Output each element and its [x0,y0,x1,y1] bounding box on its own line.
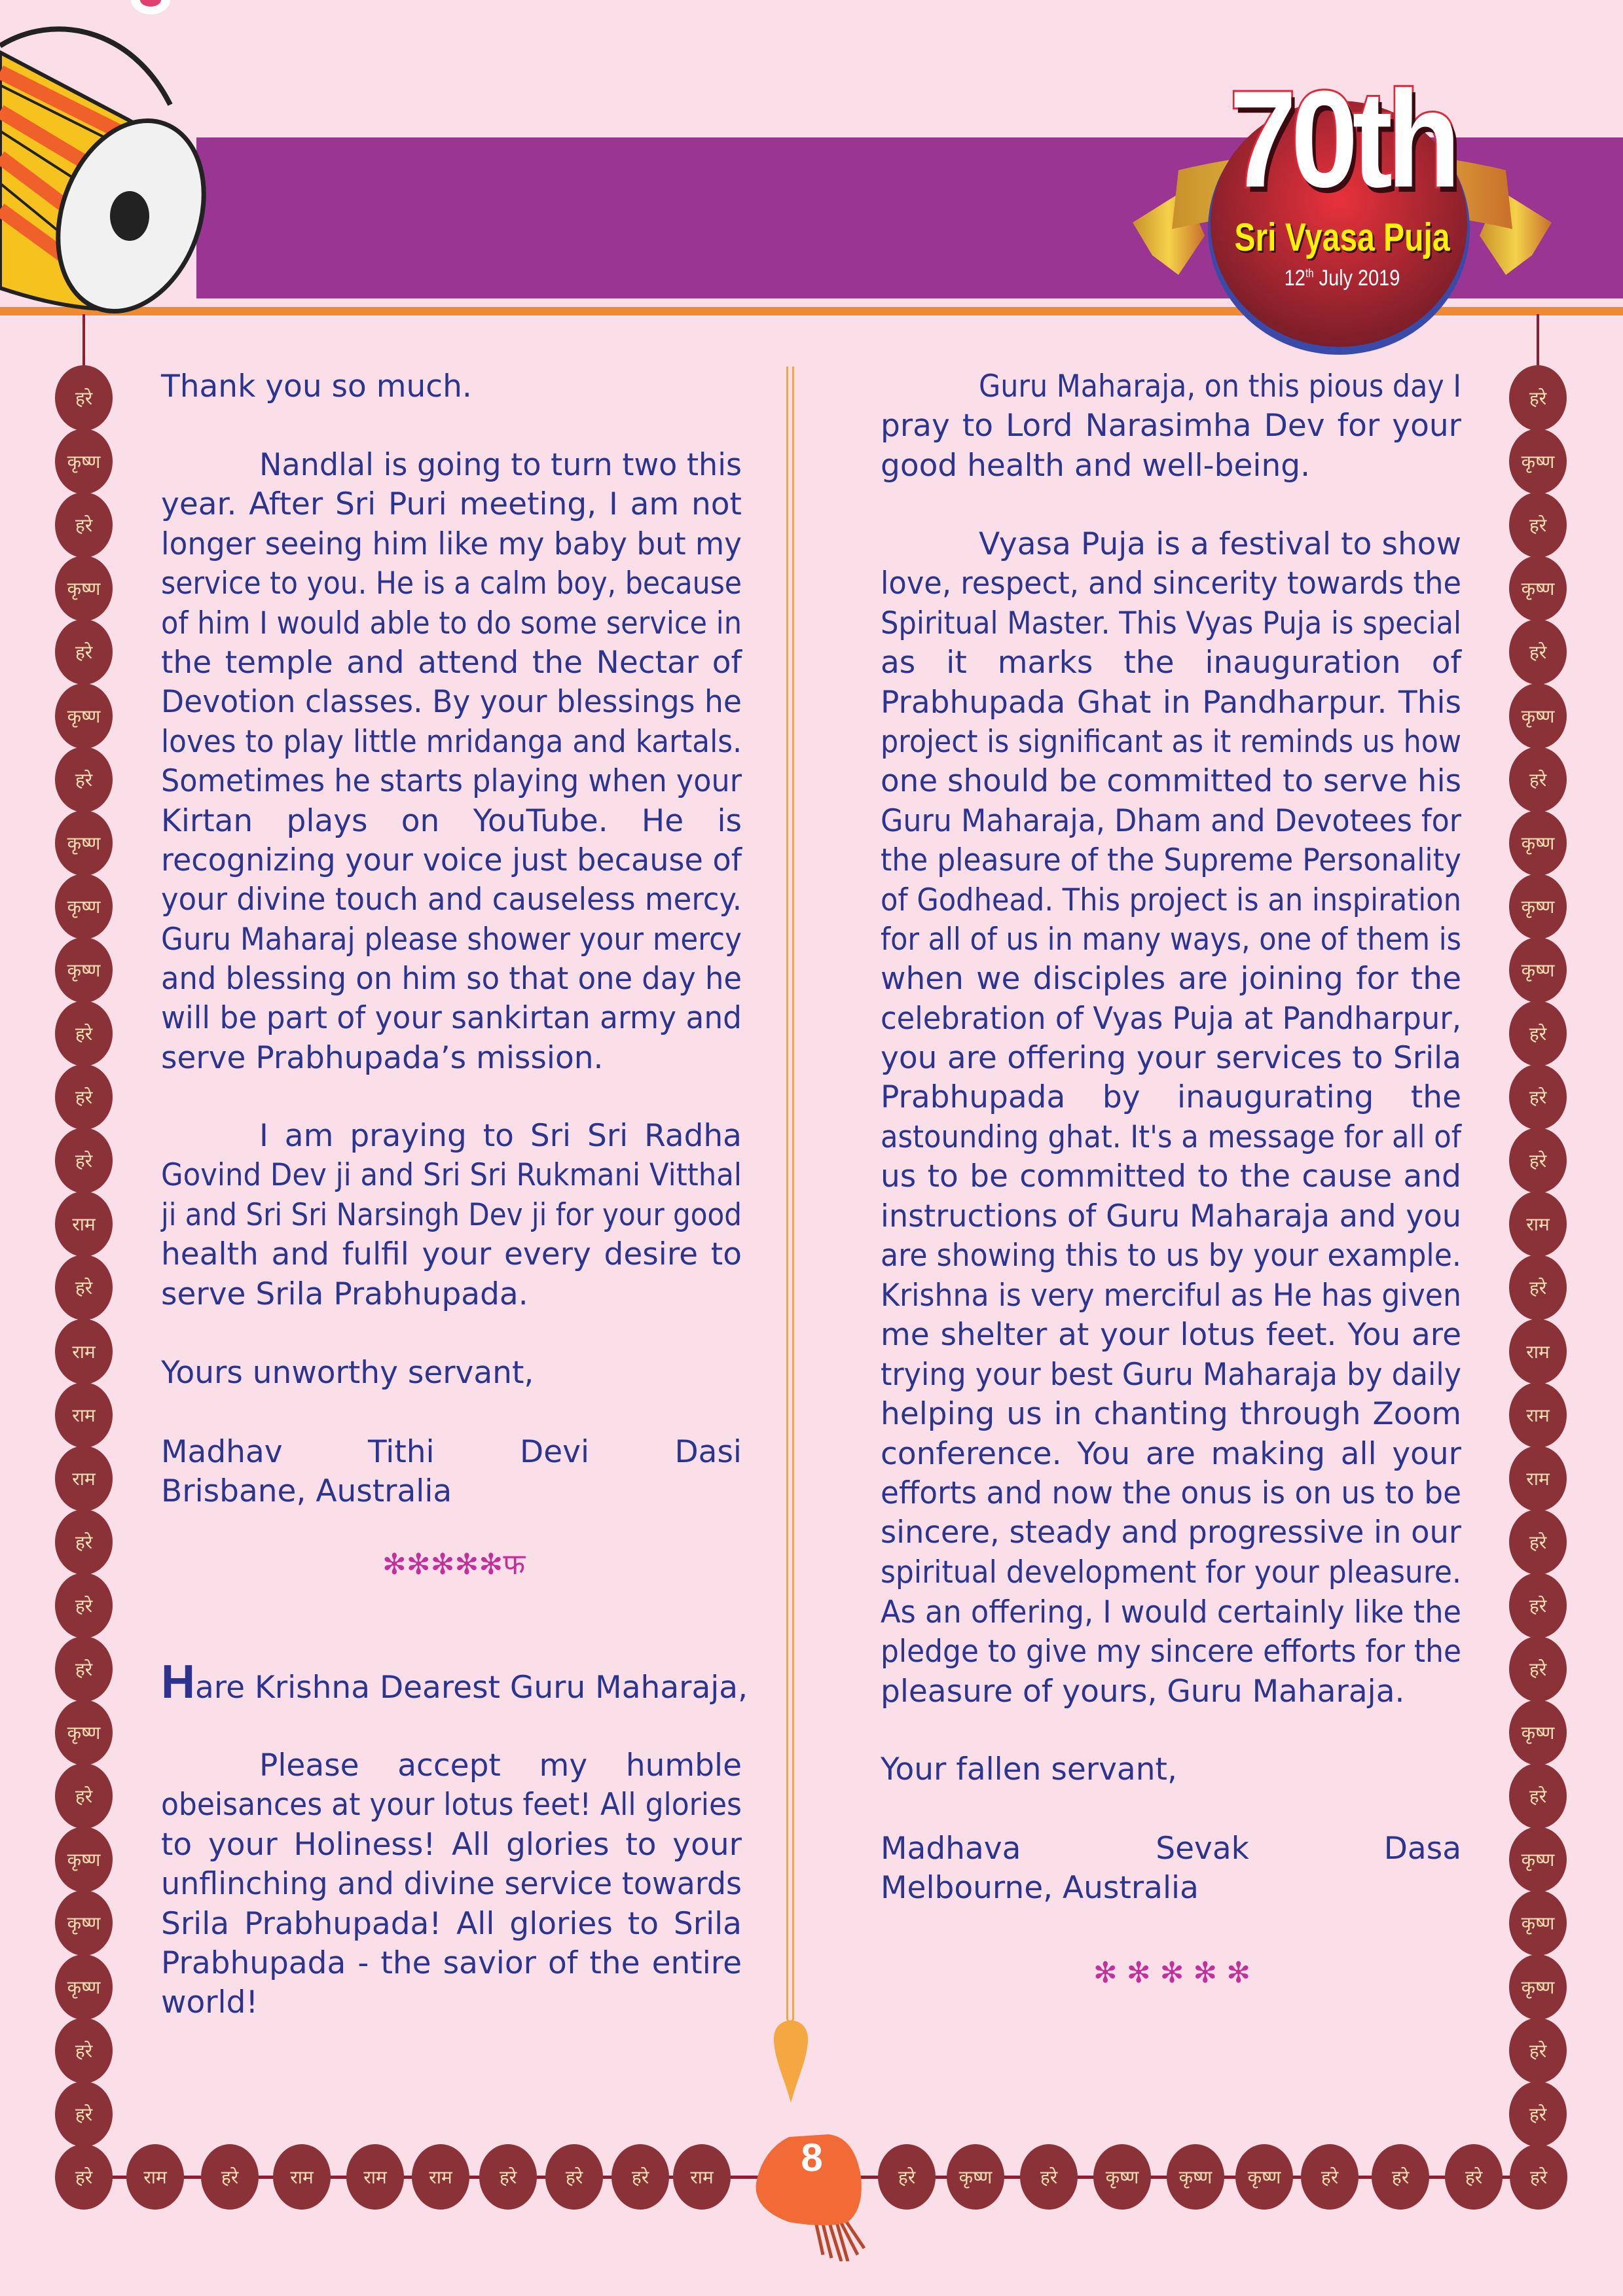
mala-bead: हरे [1509,619,1567,685]
text-line [881,1672,1461,1712]
text-line [161,525,742,564]
text-line [161,1275,742,1314]
text-line-content: Prabhupada Ghat in Pandharpur. This [881,684,1461,721]
badge-date [1142,264,1542,292]
text-line [881,1355,1461,1395]
mala-bead: हरे [1301,2144,1359,2210]
text-line [161,1865,742,1904]
text-line-content: will be part of your sankirtan army and [161,1000,742,1037]
text-line-content: serve Srila Prabhupada. [161,1276,528,1312]
mala-bead: कृष्ण [1093,2144,1151,2210]
text-line-content: when we disciples are joining for the [881,961,1461,997]
text-line-content: health and fulfil your every desire to [161,1236,742,1273]
text-line [161,1785,742,1825]
text-line-content: good health and well-being. [881,447,1311,484]
text-line [161,1156,742,1195]
text-line-content: pray to Lord Narasimha Dev for your [881,408,1461,444]
mala-bead: राम [126,2144,184,2210]
greeting-initial: H [161,1656,195,1708]
text-line-content: pledge to give my sincere efforts for the [881,1634,1461,1670]
mala-bead: हरे [1509,2081,1567,2147]
mala-bead: हरे [55,492,113,558]
text-line [881,1474,1461,1513]
mala-bead: कृष्ण [55,1954,113,2020]
text-line [881,1197,1461,1236]
text-line [881,1039,1461,1078]
mala-bead: हरे [55,1636,113,1702]
text-line-content: obeisances at your lotus feet! All glories [161,1787,742,1823]
left-closing [161,1354,742,1393]
mala-bead: हरे [55,2081,113,2147]
left-paragraph-praying [161,1117,742,1314]
badge-anniversary: 70th [1229,62,1455,216]
mala-bead: कृष्ण [1509,937,1567,1003]
text-line [161,643,742,683]
left-signature [161,1433,742,1512]
mala-bead: कृष्ण [55,1700,113,1765]
text-line [161,1825,742,1865]
text-line [881,564,1461,603]
text-line [881,367,1461,406]
text-line [161,1039,742,1078]
mala-bead: कृष्ण [1509,1954,1567,2020]
text-line [881,1435,1461,1474]
text-line-content: ji and Sri Sri Narsingh Dev ji for your good [161,1196,742,1233]
text-line [161,1354,742,1393]
text-line [881,1078,1461,1117]
text-line [161,1472,742,1511]
text-line-content: Vyasa Puja is a festival to show [979,526,1461,562]
left-paragraph-nandlal [161,446,742,1078]
mala-bead: हरे [55,1763,113,1829]
text-line [881,723,1461,762]
mala-bead: कृष्ण [1509,429,1567,494]
text-line [161,367,742,406]
text-line-content: Spiritual Master. This Vyas Puja is special [881,605,1461,641]
text-line-content: astounding ghat. It's a message for all of [881,1119,1461,1155]
right-paragraph-prayer [881,367,1461,486]
text-line [161,1944,742,1983]
text-line [881,762,1461,801]
text-line-content: Guru Maharaja, on this pious day I [979,368,1461,404]
mala-bead: कृष्ण [55,1890,113,1956]
text-line [881,999,1461,1039]
text-line [161,1433,742,1472]
text-line [161,485,742,524]
text-line [881,1395,1461,1434]
text-line-content: Madhav Tithi Devi Dasi [161,1434,742,1470]
text-line [881,1316,1461,1355]
text-line-content: Sometimes he starts playing when your [161,763,742,800]
mala-bead: कृष्ण [947,2144,1004,2210]
text-line [881,960,1461,999]
text-line-content: year. After Sri Puri meeting, I am not [161,486,742,523]
mala-bead: हरे [55,1128,113,1193]
text-line [161,446,742,485]
text-line [161,1746,742,1785]
text-line [161,683,742,722]
mala-bead: हरे [55,1255,113,1320]
text-line [161,920,742,960]
mala-bead: हरे [1509,365,1567,431]
mala-bead: हरे [55,1001,113,1066]
mala-bead: कृष्ण [55,556,113,621]
text-line [881,1829,1461,1869]
mala-bead: हरे [545,2144,603,2210]
text-line [881,841,1461,880]
mala-bead: राम [55,1319,113,1384]
mala-bead: कृष्ण [1235,2144,1293,2210]
mala-bead: हरे [1372,2144,1429,2210]
mala-bead: हरे [1509,1001,1567,1066]
text-line-content: your divine touch and causeless mercy. [161,882,742,918]
column-divider [786,367,794,2022]
text-line-content: as it marks the inauguration of [881,645,1461,681]
text-line-content: to your Holiness! All glories to your [161,1826,742,1863]
text-line-content: the temple and attend the Nectar of [161,644,742,681]
text-line [161,723,742,762]
text-line [881,1593,1461,1632]
mala-bead: हरे [1509,2018,1567,2083]
mala-bead: कृष्ण [55,810,113,876]
mala-bead: राम [1509,1446,1567,1511]
mala-bead: कृष्ण [1509,1700,1567,1765]
text-line-content: Melbourne, Australia [881,1870,1199,1907]
text-line-content: conference. You are making all your [881,1435,1461,1472]
text-line-content: recognizing your voice just because of [161,842,742,878]
mala-bead: कृष्ण [1167,2144,1224,2210]
mala-bead: हरे [1445,2144,1503,2210]
text-line-content: world! [161,1984,259,2021]
text-line-content: unflinching and divine service towards [161,1866,742,1903]
right-signature [881,1829,1461,1909]
text-line [881,802,1461,841]
mala-bead: हरे [55,1064,113,1130]
text-line-content: spiritual development for your pleasure. [881,1554,1461,1590]
mala-bead: हरे [1509,1573,1567,1638]
mala-bead: कृष्ण [55,683,113,749]
mala-bead: हरे [55,365,113,431]
text-line-content: love, respect, and sincerity towards the [881,565,1461,602]
text-line [881,1236,1461,1276]
mala-bead: हरे [1509,1636,1567,1702]
text-line [881,881,1461,920]
text-line-content: trying your best Guru Maharaja by daily [881,1356,1461,1393]
text-line-content: Prabhupada - the savior of the entire [161,1945,742,1981]
letter-greeting [161,1656,748,1708]
text-line [161,999,742,1038]
text-line-content: Madhava Sevak Dasa [881,1831,1461,1867]
text-line [881,1632,1461,1672]
right-paragraph-vyasa [881,525,1461,1276]
text-line-content: Please accept my humble [259,1748,742,1784]
date-day: 12 [1284,266,1305,291]
text-line [161,1983,742,2022]
text-line [881,1276,1461,1316]
text-line [881,1553,1461,1592]
greeting-text: are Krishna Dearest Guru Maharaja, [195,1670,748,1706]
right-separator: ✻ ✻ ✻ ✻ ✻ [1093,1956,1251,1990]
text-line [881,643,1461,683]
text-line [161,762,742,801]
text-line-content: pleasure of yours, Guru Maharaja. [881,1673,1405,1710]
mala-bead: कृष्ण [55,874,113,939]
teardrop-ornament-icon [771,2019,811,2104]
mala-bead: हरे [55,1573,113,1638]
text-line [881,406,1461,446]
mala-bead: हरे [1509,1509,1567,1575]
text-line-content: Guru Maharaj please shower your mercy [161,921,742,958]
text-line [161,841,742,880]
text-line-content: loves to play little mridanga and kartals. [161,723,742,760]
mala-bead: राम [1509,1319,1567,1384]
text-line-content: instructions of Guru Maharaja and you [881,1198,1461,1234]
mala-bead: कृष्ण [1509,810,1567,876]
text-line [881,1750,1461,1789]
mala-bead: राम [346,2144,404,2210]
text-line [161,960,742,999]
text-line [881,683,1461,723]
text-line [881,920,1461,960]
date-suffix: th [1305,266,1314,280]
mala-bead: कृष्ण [55,1827,113,1892]
text-line-content: Devotion classes. By your blessings he [161,684,742,721]
mala-bead: राम [1509,1382,1567,1448]
text-line-content: the pleasure of the Supreme Personality [881,842,1461,879]
mala-bead: कृष्ण [1509,1827,1567,1892]
mridanga-drum-illustration [0,0,262,327]
mala-bead: हरे [1509,747,1567,812]
mala-bead: राम [55,1446,113,1511]
text-line-content: serve Prabhupada’s mission. [161,1039,604,1076]
mala-bead: हरे [1509,1128,1567,1193]
text-line-content: you are offering your services to Srila [881,1040,1461,1077]
text-line [881,446,1461,486]
right-paragraph-krishna [881,1276,1461,1592]
text-line-content: of him I would able to do some service in [161,605,742,641]
text-line [881,604,1461,643]
text-line-content: longer seeing him like my baby but my [161,526,742,562]
text-line [161,802,742,841]
text-line [161,1905,742,1944]
mala-bead: हरे [1509,1064,1567,1130]
text-line-content: Brisbane, Australia [161,1473,452,1510]
mala-bead: हरे [1509,1255,1567,1320]
text-line [161,880,742,920]
text-line [161,1235,742,1274]
text-line [161,1117,742,1156]
text-line-content: As an offering, I would certainly like the [881,1594,1461,1630]
mala-bead: हरे [55,2018,113,2083]
text-line-content: celebration of Vyas Puja at Pandharpur, [881,1000,1461,1037]
text-line-content: and blessing on him so that one day he [161,961,742,997]
text-line-content: efforts and now the onus is on us to be [881,1475,1461,1511]
mala-bead: राम [55,1191,113,1257]
text-line-content: I am praying to Sri Sri Radha [259,1118,742,1154]
text-line-content: Prabhupada by inaugurating the [881,1079,1461,1116]
mala-bead: हरे [878,2144,936,2210]
text-line-content: one should be committed to serve his [881,763,1461,800]
mala-bead: हरे [55,747,113,812]
mala-bead: हरे [1510,2144,1567,2210]
badge-title: Sri Vyasa Puja [1234,215,1450,259]
vyasa-puja-badge [1106,59,1578,360]
page-number: 8 [801,2136,823,2179]
text-line-content: sincere, steady and progressive in our [881,1515,1461,1551]
mala-bead: हरे [55,1509,113,1575]
mala-bead: हरे [479,2144,537,2210]
mala-bead: हरे [1020,2144,1078,2210]
text-line-content: for all of us in many ways, one of them is [881,921,1461,958]
text-line [161,604,742,643]
text-line-content: Thank you so much. [161,368,472,404]
mala-bead: राम [673,2144,731,2210]
mala-bead: राम [273,2144,331,2210]
mala-bead: राम [55,1382,113,1448]
left-opening [161,367,742,406]
text-line-content: Srila Prabhupada! All glories to Srila [161,1905,742,1942]
text-line-content: us to be committed to the cause and [881,1158,1461,1195]
mala-bead: हरे [611,2144,669,2210]
mala-bead: हरे [1509,1763,1567,1829]
text-line [161,564,742,603]
text-line [881,1513,1461,1552]
text-line-content: Govind Dev ji and Sri Sri Rukmani Vitthal [161,1157,742,1194]
text-line-content: service to you. He is a calm boy, because [161,565,742,602]
right-paragraph-offering [881,1593,1461,1712]
mala-bead: कृष्ण [55,937,113,1003]
mala-bead: हरे [1509,492,1567,558]
mala-bead: कृष्ण [1509,683,1567,749]
mala-bead: कृष्ण [1509,1890,1567,1956]
mala-bead: कृष्ण [1509,556,1567,621]
text-line-content: are showing this to us by your example. [881,1238,1461,1274]
left-paragraph-obeisances [161,1746,742,2023]
text-line-content: Guru Maharaja, Dham and Devotees for [881,802,1461,839]
mala-bead: कृष्ण [1509,874,1567,939]
mala-bead: राम [1509,1191,1567,1257]
text-line [881,1157,1461,1196]
mala-bead: कृष्ण [55,429,113,494]
text-line-content: Nandlal is going to turn two this [259,447,742,483]
text-line [881,1118,1461,1157]
date-month-year: July 2019 [1319,266,1400,291]
text-line [161,1196,742,1235]
text-line-content: Yours unworthy servant, [161,1355,534,1391]
text-line-content: project is significant as it reminds us how [881,723,1461,760]
text-line-content: of Godhead. This project is an inspiration [881,882,1461,918]
text-line-content: Your fallen servant, [881,1751,1177,1787]
text-line-content: Kirtan plays on YouTube. He is [161,802,742,839]
text-line [881,1869,1461,1908]
mala-bead: हरे [55,619,113,685]
text-line-content: Krishna is very merciful as He has given [881,1278,1461,1314]
text-line-content: helping us in chanting through Zoom [881,1396,1461,1433]
text-line-content: me shelter at your lotus feet. You are [881,1317,1461,1354]
right-closing [881,1750,1461,1789]
text-line [881,525,1461,564]
mala-bead: राम [412,2144,469,2210]
mala-bead: हरे [201,2144,259,2210]
left-separator: ✻✻✻✻✻फ [382,1548,526,1581]
mala-bead: हरे [55,2144,113,2210]
